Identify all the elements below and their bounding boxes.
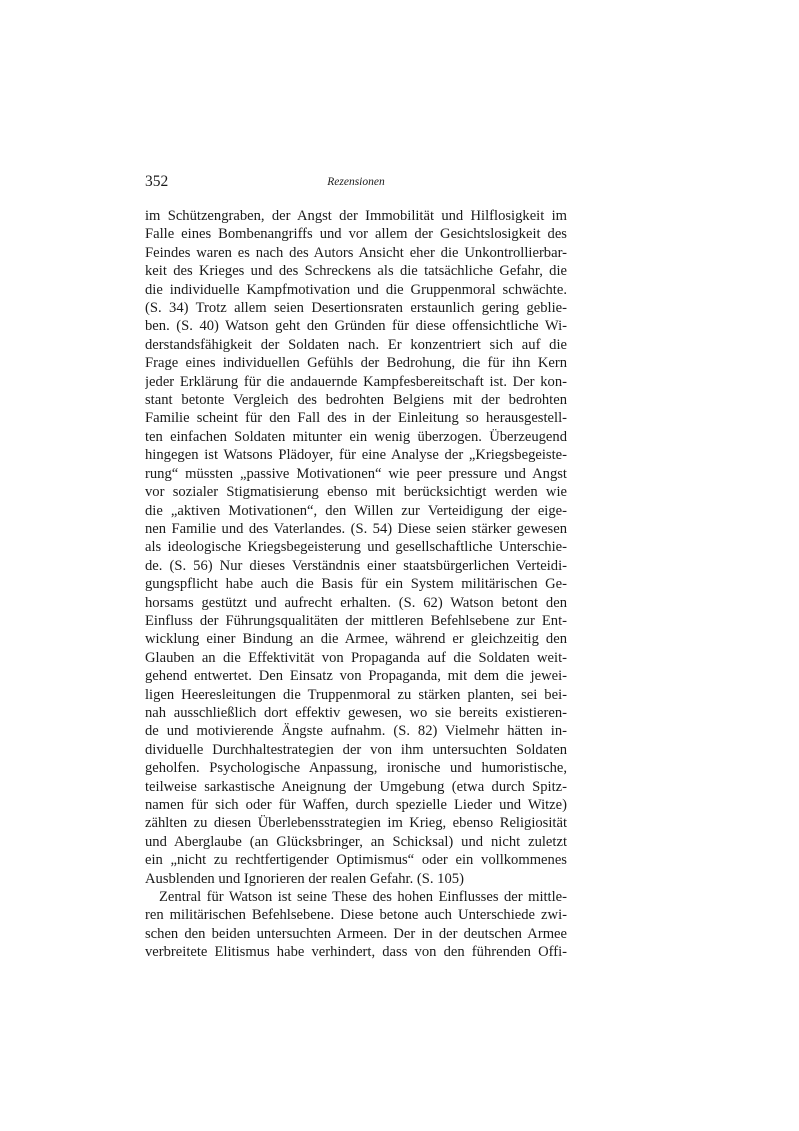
text-line: Familie scheint für den Fall des in der Einleitung so herausgestell- bbox=[145, 410, 567, 427]
text-line: rung“ müssten „passive Motivationen“ wie peer pressure und Angst bbox=[145, 465, 567, 482]
text-line: teilweise sarkastische Aneignung der Umgebung (etwa durch Spitz- bbox=[145, 778, 567, 795]
text-line: horsams gestützt und aufrecht erhalten. (S. 62) Watson betont den bbox=[145, 594, 567, 611]
text-line: stant betonte Vergleich des bedrohten Belgiens mit der bedrohten bbox=[145, 392, 567, 409]
text-line: ein „nicht zu rechtfertigender Optimismus“ oder ein vollkommenes bbox=[145, 852, 567, 869]
text-line: wicklung einer Bindung an die Armee, während er gleichzeitig den bbox=[145, 631, 567, 648]
text-line: die „aktiven Motivationen“, den Willen zur Verteidigung der eige- bbox=[145, 502, 567, 519]
text-line: Zentral für Watson ist seine These des hohen Einflusses der mittle- bbox=[159, 889, 567, 906]
text-line: dividuelle Durchhaltestrategien der von ihm untersuchten Soldaten bbox=[145, 741, 567, 758]
text-line: die individuelle Kampfmotivation und die Gruppenmoral schwächte. bbox=[145, 281, 567, 298]
text-line: ten einfachen Soldaten mitunter ein wenig überzogen. Überzeugend bbox=[145, 428, 567, 445]
text-line: ligen Heeresleitungen die Truppenmoral zu stärken planten, sei bei- bbox=[145, 686, 567, 703]
text-line: namen für sich oder für Waffen, durch spezielle Lieder und Witze) bbox=[145, 797, 567, 813]
text-line: schen den beiden untersuchten Armeen. Der in der deutschen Armee bbox=[145, 925, 567, 942]
text-line: Glauben an die Effektivität von Propaganda auf die Soldaten weit- bbox=[145, 649, 567, 666]
text-line: nen Familie und des Vaterlandes. (S. 54) Diese seien stärker gewesen bbox=[145, 520, 567, 537]
text-line: Falle eines Bombenangriffs und vor allem der Gesichtslosigkeit des bbox=[145, 226, 567, 243]
paragraph bbox=[145, 207, 567, 888]
text-line: (S. 34) Trotz allem seien Desertionsraten erstaunlich gering geblie- bbox=[145, 300, 567, 317]
text-line: zählten zu diesen Überlebensstrategien im Krieg, ebenso Religiosität bbox=[145, 815, 567, 832]
text-line: jeder Erklärung für die andauernde Kampfesbereitschaft ist. Der kon- bbox=[145, 373, 567, 390]
text-line: geholfen. Psychologische Anpassung, ironische und humoristische, bbox=[145, 760, 567, 777]
page-header bbox=[145, 172, 567, 194]
text-line: verbreitete Elitismus habe verhindert, dass von den führenden Offi- bbox=[145, 944, 567, 961]
paragraph bbox=[145, 888, 567, 962]
text-line: nah ausschließlich dort effektiv gewesen, wo sie bereits existieren- bbox=[145, 704, 567, 721]
text-line: ben. (S. 40) Watson geht den Gründen für diese offensichtliche Wi- bbox=[145, 318, 567, 335]
text-line: de. (S. 56) Nur dieses Verständnis einer staatsbürgerlichen Verteidi- bbox=[145, 557, 567, 574]
text-line: derstandsfähigkeit der Soldaten nach. Er konzentriert sich auf die bbox=[145, 336, 567, 353]
text-line: Frage eines individuellen Gefühls der Bedrohung, die für ihn Kern bbox=[145, 355, 567, 372]
text-line: ren militärischen Befehlsebene. Diese betone auch Unterschiede zwi- bbox=[145, 907, 567, 924]
text-line: de und motivierende Ängste aufnahm. (S. 82) Vielmehr hätten in- bbox=[145, 723, 567, 740]
running-head: Rezensionen bbox=[327, 176, 385, 188]
page-number: 352 bbox=[145, 173, 169, 190]
text-line: hingegen ist Watsons Plädoyer, für eine Analyse der „Kriegsbegeiste- bbox=[145, 447, 567, 464]
text-line: Ausblenden und Ignorieren der realen Gefahr. (S. 105) bbox=[145, 870, 464, 887]
text-line: Einfluss der Führungsqualitäten der mittleren Befehlsebene zur Ent- bbox=[145, 612, 567, 629]
text-line: gehend entwertet. Den Einsatz von Propaganda, mit dem die jewei- bbox=[145, 668, 567, 685]
body-text bbox=[145, 207, 567, 962]
text-line: Feindes waren es nach des Autors Ansicht eher die Unkontrollierbar- bbox=[145, 244, 567, 261]
text-line: im Schützengraben, der Angst der Immobilität und Hilflosigkeit im bbox=[145, 208, 567, 224]
text-line: als ideologische Kriegsbegeisterung und gesellschaftliche Unterschie- bbox=[145, 539, 567, 556]
text-line: gungspflicht habe auch die Basis für ein System militärischen Ge- bbox=[145, 576, 567, 593]
text-line: keit des Krieges und des Schreckens als die tatsächliche Gefahr, die bbox=[145, 263, 567, 280]
text-line: vor sozialer Stigmatisierung ebenso mit berücksichtigt werden wie bbox=[145, 484, 567, 501]
text-line: und Aberglaube (an Glücksbringer, an Schicksal) und nicht zuletzt bbox=[145, 833, 567, 850]
